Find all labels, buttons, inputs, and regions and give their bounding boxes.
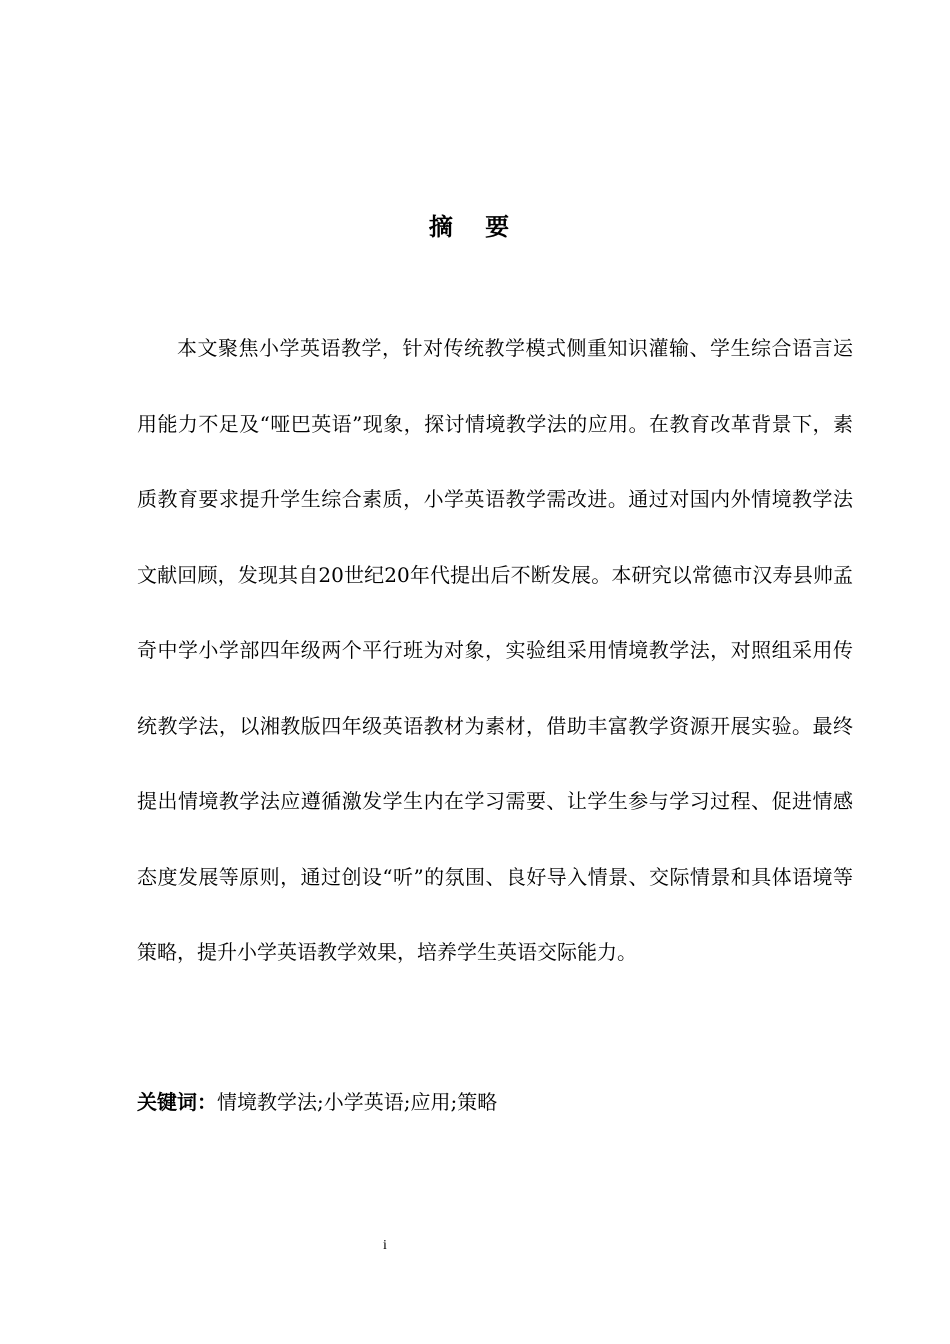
keywords-value: 情境教学法;小学英语;应用;策略 bbox=[217, 1090, 498, 1114]
keywords-line bbox=[137, 1084, 853, 1120]
page-number: i bbox=[383, 1238, 387, 1253]
page-title: 摘 要 bbox=[428, 213, 522, 241]
keywords-label: 关键词： bbox=[137, 1090, 217, 1114]
abstract-paragraph: 本文聚焦小学英语教学，针对传统教学模式侧重知识灌输、学生综合语言运用能力不足及“哑巴英语”现象，探讨情境教学法的应用。在教育改革背景下，素质教育要求提升学生综合素质，小学英语教学需改进。通过对国内外情境教学法文献回顾，发现其自20世纪20年代提出后不断发展。本研究以常德市汉寿县帅孟奇中学小学部四年级两个平行班为对象，实验组采用情境教学法，对照组采用传统教学法，以湘教版四年级英语教材为素材，借助丰富教学资源开展实验。最终提出情境教学法应遵循激发学生内在学习需要、让学生参与学习过程、促进情感态度发展等原则，通过创设“听”的氛围、良好导入情景、交际情景和具体语境等策略，提升小学英语教学效果，培养学生英语交际能力。 bbox=[137, 336, 853, 964]
